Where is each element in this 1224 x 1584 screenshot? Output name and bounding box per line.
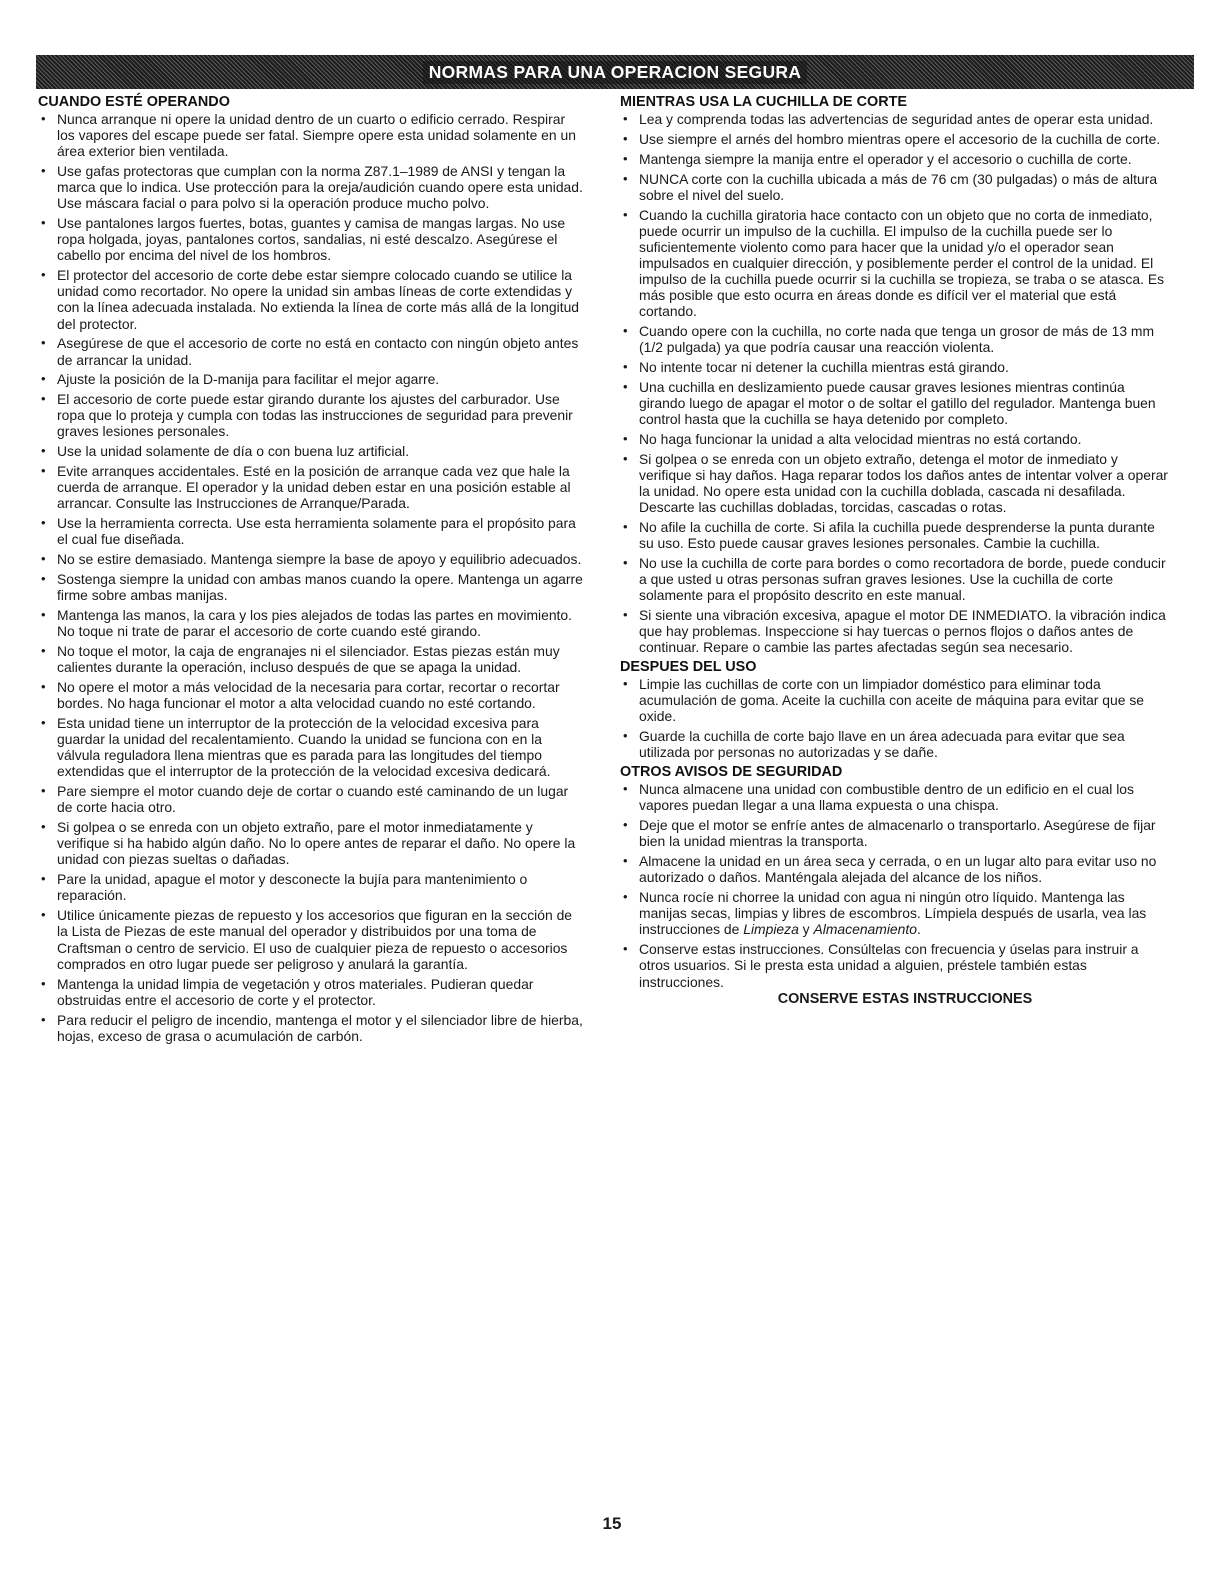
- list-item: • Cuando la cuchilla giratoria hace contacto con un objeto que no corta de inmediato, puede ocurrir un impulso de la cuchilla. El impulso de la cuchilla puede ser lo suficientemente violento como para hacer que la unidad y/o el operador sean impulsados en cualquier dirección, y posiblemente perder el control de la unidad. El impulso de la cuchilla puede ocurrir si la cuchilla se tropieza, se traba o se atasca. Es más posible que esto ocurra en áreas donde es difícil ver el material que está cortando.: [620, 207, 1170, 320]
- list-item: • Use pantalones largos fuertes, botas, guantes y camisa de mangas largas. No use ropa holgada, joyas, pantalones cortos, sandalias, ni esté descalzo. Asegúrese el cabello por encima del nivel de los hombros.: [38, 215, 585, 263]
- list-item: • Si golpea o se enreda con un objeto extraño, detenga el motor de inmediato y verifique si hay daños. Haga reparar todos los daños antes de intentar volver a operar la unidad. No opere esta unidad con la cuchilla doblada, cascada ni desafilada. Descarte las cuchillas dobladas, torcidas, cascadas o rotas.: [620, 451, 1170, 515]
- section-banner: [36, 55, 1194, 89]
- list-item: • Ajuste la posición de la D-manija para facilitar el mejor agarre.: [38, 371, 585, 387]
- italic-reference: Limpieza: [743, 921, 799, 938]
- list-item: • No haga funcionar la unidad a alta velocidad mientras no está cortando.: [620, 431, 1170, 447]
- list-item: • No use la cuchilla de corte para bordes o como recortadora de borde, puede conducir a que usted u otras personas sufran graves lesiones. Use la cuchilla de corte solamente para el propósito descrito en este manual.: [620, 555, 1170, 603]
- item-text: Nunca rocíe ni chorree la unidad con agua ni ningún otro líquido. Mantenga las manijas secas, limpias y libres de escombros. Límpiela después de usarla, vea las instrucciones de: [639, 889, 1147, 938]
- list-item: • No opere el motor a más velocidad de la necesaria para cortar, recortar o recortar bordes. No haga funcionar el motor a alta velocidad cuando no esté cortando.: [38, 679, 585, 711]
- list-item: • Esta unidad tiene un interruptor de la protección de la velocidad excesiva para guardar la unidad del recalentamiento. Cuando la unidad se funciona con en la válvula reguladora llena mientras que es parada para las longitudes del tiempo extendidas que el interruptor de la protección de la velocidad excesiva dedicará.: [38, 715, 585, 779]
- list-item: • Una cuchilla en deslizamiento puede causar graves lesiones mientras continúa girando luego de apagar el motor o de soltar el gatillo del regulador. Mantenga buen control hasta que la cuchilla se haya detenido por completo.: [620, 379, 1170, 427]
- list-item: • Pare la unidad, apague el motor y desconecte la bujía para mantenimiento o reparación.: [38, 871, 585, 903]
- list-item: • Deje que el motor se enfríe antes de almacenarlo o transportarlo. Asegúrese de fijar bien la unidad mientras la transporta.: [620, 817, 1170, 849]
- list-item: • Utilice únicamente piezas de repuesto y los accesorios que figuran en la sección de la Lista de Piezas de este manual del operador y distribuidos por una toma de Craftsman o centro de servicio. El uso de cualquier pieza de repuesto o accesorios comprados en otro lugar puede ser peligroso y anulará la garantía.: [38, 907, 585, 971]
- list-item: • El protector del accesorio de corte debe estar siempre colocado cuando se utilice la unidad como recortador. No opere la unidad sin ambas líneas de corte extendidas y con la línea adecuada instalada. No extienda la línea de corte más allá de la longitud del protector.: [38, 267, 585, 331]
- operating-list: [38, 111, 585, 1044]
- heading-after-use: DESPUES DEL USO: [620, 659, 757, 676]
- list-item: • Asegúrese de que el accesorio de corte no está en contacto con ningún objeto antes de arrancar la unidad.: [38, 335, 585, 367]
- list-item: • Guarde la cuchilla de corte bajo llave en un área adecuada para evitar que sea utilizada por personas no autorizadas y se dañe.: [620, 728, 1170, 760]
- blade-list: [620, 111, 1170, 655]
- list-item: • Use siempre el arnés del hombro mientras opere el accesorio de la cuchilla de corte.: [620, 131, 1170, 147]
- list-item: • Almacene la unidad en un área seca y cerrada, o en un lugar alto para evitar uso no autorizado o daños. Manténgala alejada del alcance de los niños.: [620, 853, 1170, 885]
- banner-title: NORMAS PARA UNA OPERACION SEGURA: [423, 61, 808, 84]
- list-item: • Conserve estas instrucciones. Consúltelas con frecuencia y úselas para instruir a otros usuarios. Si le presta esta unidad a alguien, préstele también estas instrucciones.: [620, 941, 1170, 989]
- list-item: • El accesorio de corte puede estar girando durante los ajustes del carburador. Use ropa que lo proteja y cumpla con todas las instrucciones de seguridad para prevenir graves lesiones personales.: [38, 391, 585, 439]
- list-item: • Cuando opere con la cuchilla, no corte nada que tenga un grosor de más de 13 mm (1/2 pulgada) ya que podría causar una reacción violenta.: [620, 323, 1170, 355]
- list-item: • Pare siempre el motor cuando deje de cortar o cuando esté caminando de un lugar de corte hacia otro.: [38, 783, 585, 815]
- list-item: • Use gafas protectoras que cumplan con la norma Z87.1–1989 de ANSI y tengan la marca que lo indica. Use protección para la oreja/audición cuando opere esta unidad. Use máscara facial o para polvo si la operación produce mucho polvo.: [38, 163, 585, 211]
- list-item: [620, 889, 1170, 937]
- list-item: • Mantenga las manos, la cara y los pies alejados de todas las partes en movimiento. No toque ni trate de parar el accesorio de corte cuando esté girando.: [38, 607, 585, 639]
- list-item: • Sostenga siempre la unidad con ambas manos cuando la opere. Mantenga un agarre firme sobre ambas manijas.: [38, 571, 585, 603]
- list-item: • Mantenga la unidad limpia de vegetación y otros materiales. Pudieran quedar obstruidas entre el accesorio de corte y el protector.: [38, 976, 585, 1008]
- other-warnings-list: [620, 781, 1170, 989]
- list-item: • NUNCA corte con la cuchilla ubicada a más de 76 cm (30 pulgadas) o más de altura sobre el nivel del suelo.: [620, 171, 1170, 203]
- list-item: • Nunca almacene una unidad con combustible dentro de un edificio en el cual los vapores puedan llegar a una llama expuesta o una chispa.: [620, 781, 1170, 813]
- list-item: • Use la unidad solamente de día o con buena luz artificial.: [38, 443, 585, 459]
- list-item: • No intente tocar ni detener la cuchilla mientras está girando.: [620, 359, 1170, 375]
- left-column: [38, 94, 585, 1048]
- list-item: • Nunca arranque ni opere la unidad dentro de un cuarto o edificio cerrado. Respirar los vapores del escape puede ser fatal. Siempre opere esta unidad solamente en un área exterior bien ventilada.: [38, 111, 585, 159]
- list-item: • No toque el motor, la caja de engranajes ni el silenciador. Estas piezas están muy calientes durante la operación, incluso después de que se apaga la unidad.: [38, 643, 585, 675]
- heading-other-warnings: OTROS AVISOS DE SEGURIDAD: [620, 764, 843, 781]
- list-item: • Si golpea o se enreda con un objeto extraño, pare el motor inmediatamente y verifique si ha habido algún daño. No lo opere antes de reparar el daño. No opere la unidad con piezas sueltas o dañadas.: [38, 819, 585, 867]
- list-item: • No afile la cuchilla de corte. Si afila la cuchilla puede desprenderse la punta durante su uso. Esto puede causar graves lesiones personales. Cambie la cuchilla.: [620, 519, 1170, 551]
- list-item: • Lea y comprenda todas las advertencias de seguridad antes de operar esta unidad.: [620, 111, 1170, 127]
- item-text: .: [916, 921, 921, 938]
- closing-line: CONSERVE ESTAS INSTRUCCIONES: [777, 991, 1033, 1008]
- list-item: • No se estire demasiado. Mantenga siempre la base de apoyo y equilibrio adecuados.: [38, 551, 585, 567]
- after-use-list: [620, 676, 1170, 760]
- list-item: • Evite arranques accidentales. Esté en la posición de arranque cada vez que hale la cuerda de arranque. El operador y la unidad deben estar en una posición estable al arrancar. Consulte las Instrucciones de Arranque/Parada.: [38, 463, 585, 511]
- item-text: y: [798, 921, 814, 938]
- list-item: • Limpie las cuchillas de corte con un limpiador doméstico para eliminar toda acumulación de goma. Aceite la cuchilla con aceite de máquina para evitar que se oxide.: [620, 676, 1170, 724]
- list-item: • Use la herramienta correcta. Use esta herramienta solamente para el propósito para el cual fue diseñada.: [38, 515, 585, 547]
- right-column: [620, 94, 1170, 1008]
- list-item: • Mantenga siempre la manija entre el operador y el accesorio o cuchilla de corte.: [620, 151, 1170, 167]
- list-item: • Para reducir el peligro de incendio, mantenga el motor y el silenciador libre de hierba, hojas, exceso de grasa o acumulación de carbón.: [38, 1012, 585, 1044]
- italic-reference: Almacenamiento: [813, 921, 917, 938]
- heading-blade: MIENTRAS USA LA CUCHILLA DE CORTE: [620, 94, 908, 110]
- list-item: • Si siente una vibración excesiva, apague el motor DE INMEDIATO. la vibración indica que hay problemas. Inspeccione si hay tuercas o pernos flojos o daños antes de continuar. Repare o cambie las partes afectadas según sea necesario.: [620, 607, 1170, 655]
- heading-operating: CUANDO ESTÉ OPERANDO: [38, 94, 230, 110]
- page-number: 15: [602, 1514, 622, 1533]
